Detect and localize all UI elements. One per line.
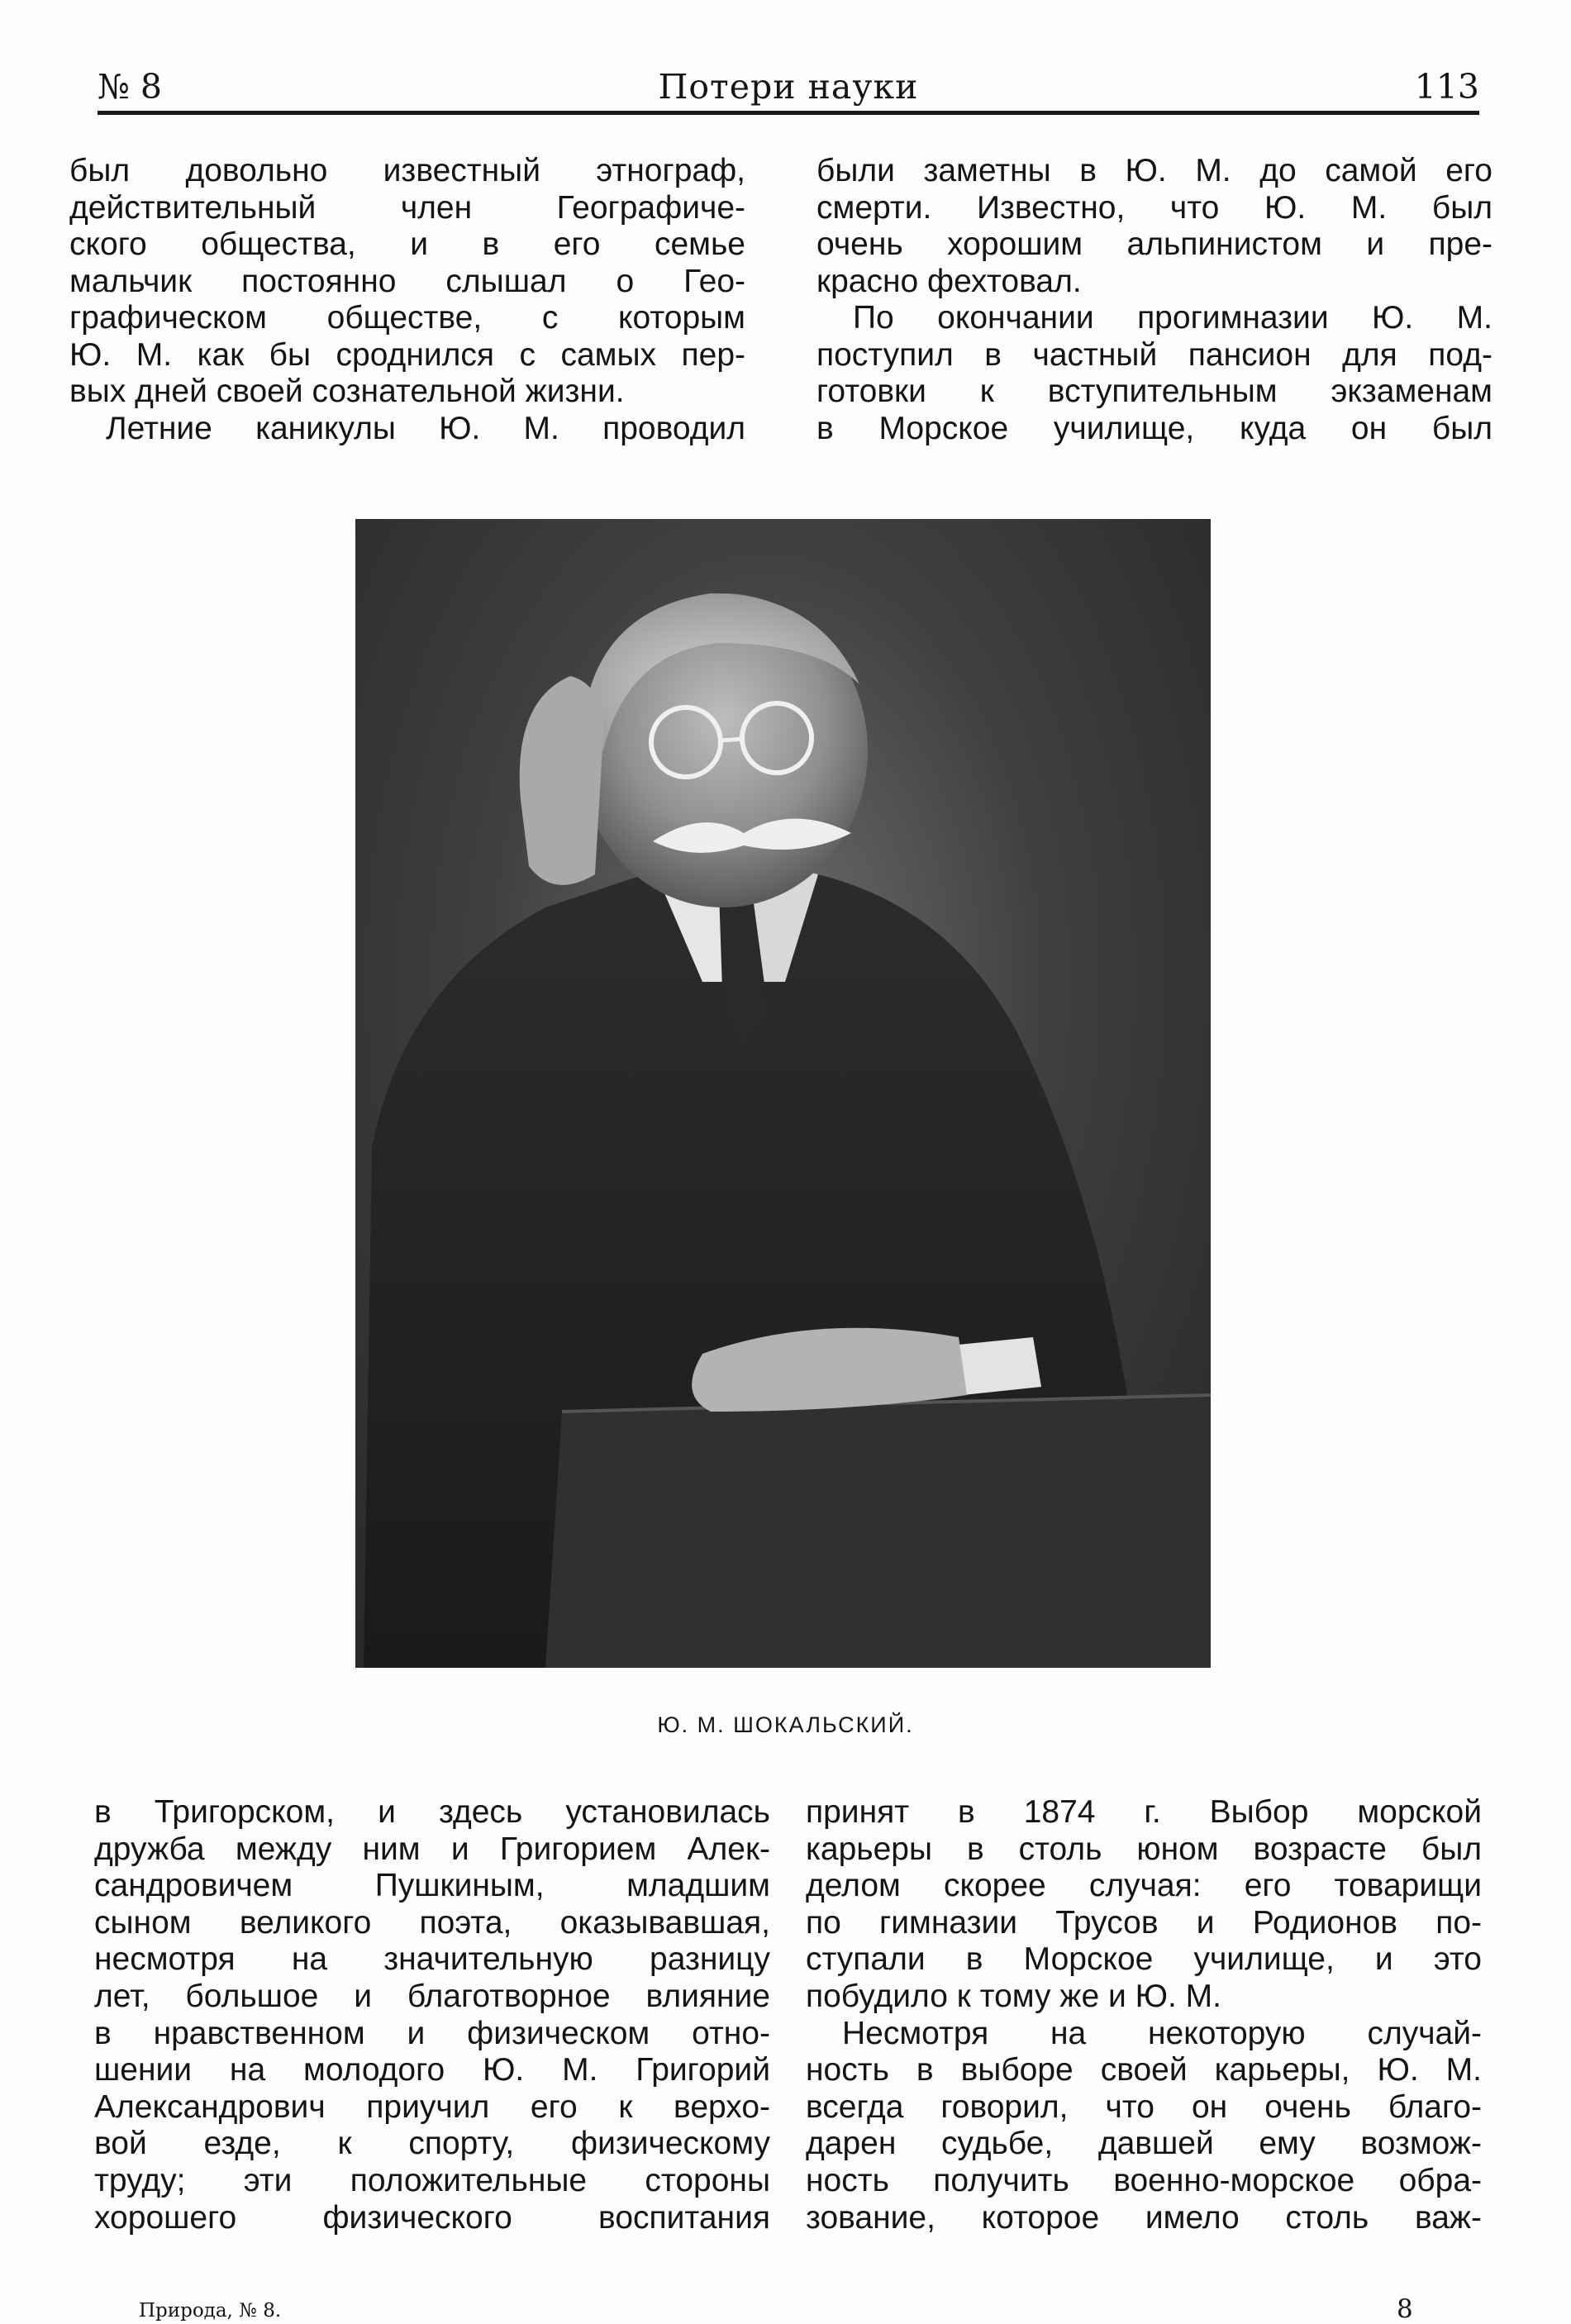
text-line: побудило к тому же и Ю. М. [806, 1978, 1221, 2014]
running-header [98, 62, 1479, 112]
text-line: труду; эти положительные стороны [94, 2162, 770, 2198]
text-line: поступил в частный пансион для под- [816, 336, 1492, 373]
text-line: Несмотря на некоторую случай- [842, 2015, 1482, 2051]
text-line: Александрович приучил его к верхо- [94, 2088, 770, 2125]
text-line: карьеры в столь юном возрасте был [806, 1831, 1482, 1867]
text-line: всегда говорил, что он очень благо- [806, 2088, 1482, 2125]
portrait-illustration [355, 519, 1211, 1668]
text-line: хорошего физического воспитания [94, 2199, 770, 2236]
text-line: готовки к вступительным экзаменам [816, 374, 1492, 409]
text-line: в Тригорском, и здесь установилась [94, 1794, 770, 1830]
text-line: смерти. Известно, что Ю. М. был [816, 189, 1492, 226]
text-line: мальчик постоянно слышал о Гео- [69, 263, 745, 299]
text-line: сыном великого поэта, оказывавшая, [94, 1904, 770, 1941]
text-line: действительный член Географиче- [69, 189, 745, 226]
footer-journal: Природа, № 8. [139, 2300, 282, 2322]
text-line: По окончании прогимназии Ю. М. [853, 300, 1492, 336]
text-line: были заметны в Ю. М. до самой его [816, 153, 1492, 188]
text-line: Летние каникулы Ю. М. проводил [106, 410, 745, 446]
text-line: был довольно известный этнограф, [69, 153, 745, 188]
text-line: вых дней своей сознательной жизни. [69, 374, 625, 409]
page-number: 113 [1414, 67, 1479, 107]
text-line: дружба между ним и Григорием Алек- [94, 1831, 770, 1867]
text-line: дарен судьбе, давшей ему возмож- [806, 2126, 1482, 2162]
text-line: шении на молодого Ю. М. Григорий [94, 2052, 770, 2088]
header-rule [98, 111, 1479, 115]
text-line: очень хорошим альпинистом и пре- [816, 226, 1492, 262]
text-line: сандровичем Пушкиным, младшим [94, 1868, 770, 1904]
text-line: зование, которое имело столь важ- [806, 2199, 1482, 2236]
portrait-photo [355, 519, 1211, 1668]
issue-number: № 8 [98, 67, 162, 107]
text-line: ского общества, и в его семье [69, 226, 745, 262]
text-line: вой езде, к спорту, физическому [94, 2126, 770, 2162]
text-column-bottom-left [94, 1794, 770, 2236]
photo-caption: Ю. М. ШОКАЛЬСКИЙ. [657, 1712, 914, 1737]
text-line: графическом обществе, с которым [69, 300, 745, 336]
text-line: красно фехтовал. [816, 263, 1082, 299]
text-column-top-right [816, 153, 1492, 447]
text-line: принят в 1874 г. Выбор морской [806, 1794, 1482, 1830]
text-line: ступали в Морское училище, и это [806, 1941, 1482, 1978]
text-line: несмотря на значительную разницу [94, 1941, 770, 1978]
text-line: делом скорее случая: его товарищи [806, 1868, 1482, 1904]
text-line: Ю. М. как бы сроднился с самых пер- [69, 336, 745, 373]
footer-signature-mark: 8 [1397, 2294, 1413, 2324]
section-title: Потери науки [658, 67, 919, 107]
text-line: в Морское училище, куда он был [816, 410, 1492, 446]
text-column-top-left [69, 153, 745, 447]
text-line: ность получить военно-морское обра- [806, 2162, 1482, 2198]
text-line: по гимназии Трусов и Родионов по- [806, 1904, 1482, 1941]
text-line: ность в выборе своей карьеры, Ю. М. [806, 2052, 1482, 2088]
text-column-bottom-right [806, 1794, 1482, 2236]
text-line: лет, большое и благотворное влияние [94, 1978, 770, 2014]
text-line: в нравственном и физическом отно- [94, 2015, 770, 2051]
